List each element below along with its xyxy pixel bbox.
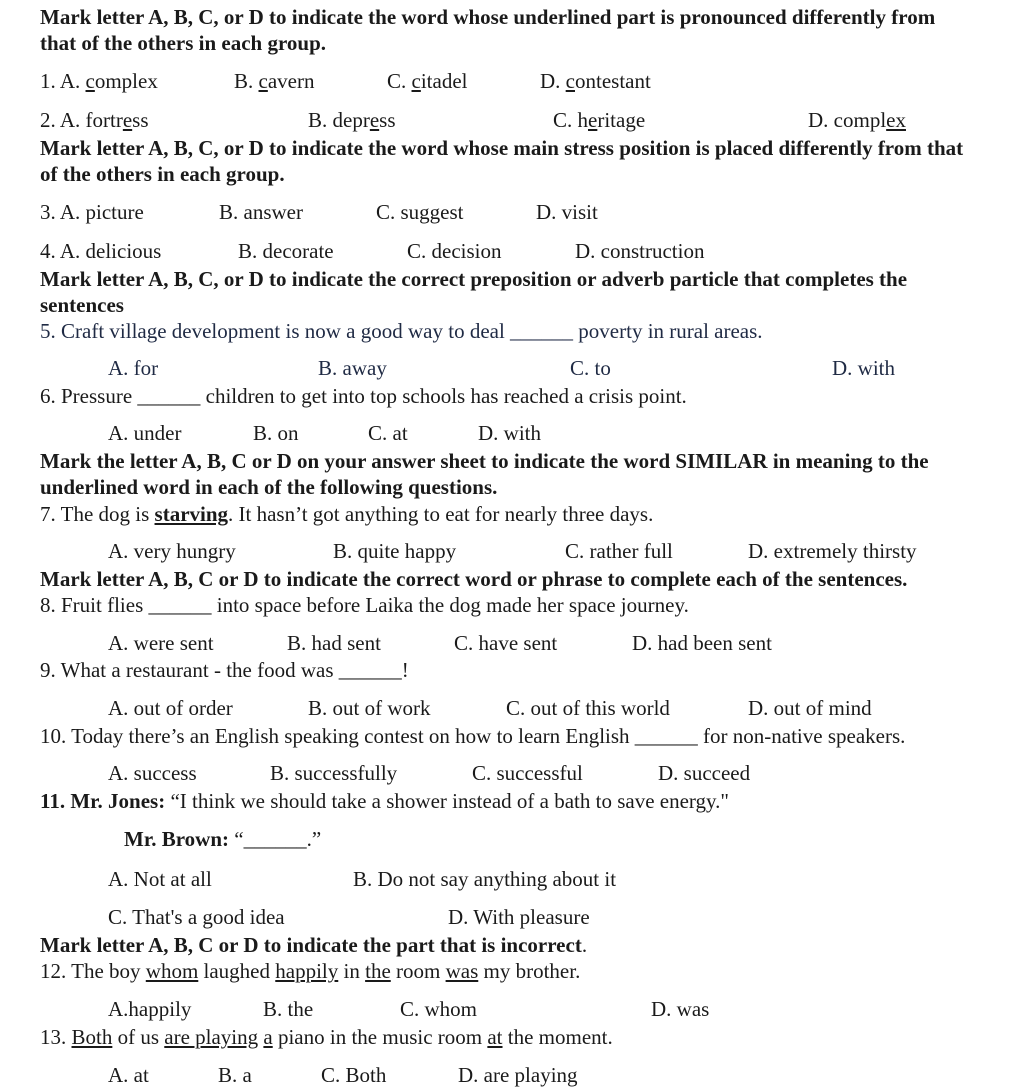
q7-option-b: B. quite happy [333,539,457,563]
q11-option-d: D. With pleasure [448,905,590,929]
q3-option-b: B. answer [219,200,303,224]
q2-option-c: C. heritage [553,108,646,132]
q1-option-c: C. citadel [387,69,468,93]
section-heading-pronunciation: Mark letter A, B, C, or D to indicate the word whose underlined part is pronounced differently from [40,5,936,29]
q7-stem: 7. The dog is starving. It hasn’t got anything to eat for nearly three days. [40,502,654,526]
q7-option-d: D. extremely thirsty [748,539,917,563]
q12-stem: 12. The boy whom laughed happily in the room was my brother. [40,959,581,983]
q12-option-d: D. was [651,997,710,1021]
q7-option-a: A. very hungry [108,539,236,563]
q9-option-c: C. out of this world [506,696,670,720]
section-heading-synonym: Mark the letter A, B, C or D on your answer sheet to indicate the word SIMILAR in meaning to the [40,449,929,473]
q5-option-d: D. with [832,356,895,380]
q4-option-d: D. construction [575,239,705,263]
q11-stem: 11. Mr. Jones: “I think we should take a shower instead of a bath to save energy." [40,789,729,813]
q10-option-c: C. successful [472,761,583,785]
q6-option-a: A. under [108,421,182,445]
q12-option-a: A.happily [108,997,192,1021]
q3-option-a: 3. A. picture [40,200,144,224]
section-heading-error: Mark letter A, B, C or D to indicate the part that is incorrect. [40,933,588,957]
q5-option-b: B. away [318,356,387,380]
q3-option-d: D. visit [536,200,598,224]
q8-option-d: D. had been sent [632,631,772,655]
q2-option-d: D. complex [808,108,906,132]
q9-option-b: B. out of work [308,696,431,720]
q4-option-b: B. decorate [238,239,334,263]
q8-option-b: B. had sent [287,631,381,655]
q1-option-d: D. contestant [540,69,651,93]
section-heading-stress-cont: of the others in each group. [40,162,285,186]
section-heading-grammar: Mark letter A, B, C or D to indicate the correct word or phrase to complete each of the sentences. [40,567,908,591]
q10-option-a: A. success [108,761,197,785]
q9-stem: 9. What a restaurant - the food was ______! [40,658,409,682]
q13-option-a: A. at [108,1063,149,1087]
q4-option-c: C. decision [407,239,502,263]
q3-option-c: C. suggest [376,200,464,224]
section-heading-preposition-cont: sentences [40,293,124,317]
q13-option-b: B. a [218,1063,252,1087]
q11-option-b: B. Do not say anything about it [353,867,617,891]
q10-stem: 10. Today there’s an English speaking contest on how to learn English ______ for non-native speakers. [40,724,906,748]
section-heading-synonym-cont: underlined word in each of the following questions. [40,475,498,499]
q11-option-c: C. That's a good idea [108,905,285,929]
q11-reply: Mr. Brown: “______.” [124,827,322,851]
q1-option-b: B. cavern [234,69,315,93]
section-heading-stress: Mark letter A, B, C, or D to indicate the word whose main stress position is placed differently from that [40,136,964,160]
q13-option-c: C. Both [321,1063,387,1087]
q2-option-b: B. depress [308,108,396,132]
q7-option-c: C. rather full [565,539,673,563]
q6-option-b: B. on [253,421,299,445]
q8-option-c: C. have sent [454,631,558,655]
q13-stem: 13. Both of us are playing a piano in the music room at the moment. [40,1025,613,1049]
q5-option-c: C. to [570,356,611,380]
q10-option-d: D. succeed [658,761,751,785]
q5-option-a: A. for [108,356,159,380]
q6-stem: 6. Pressure ______ children to get into top schools has reached a crisis point. [40,384,687,408]
q4-option-a: 4. A. delicious [40,239,162,263]
q8-stem: 8. Fruit flies ______ into space before Laika the dog made her space journey. [40,593,689,617]
q12-option-b: B. the [263,997,314,1021]
q6-option-d: D. with [478,421,541,445]
q9-option-a: A. out of order [108,696,233,720]
q6-option-c: C. at [368,421,408,445]
q13-option-d: D. are playing [458,1063,578,1087]
q5-stem: 5. Craft village development is now a good way to deal ______ poverty in rural areas. [40,319,763,343]
q10-option-b: B. successfully [270,761,398,785]
section-heading-preposition: Mark letter A, B, C, or D to indicate the correct preposition or adverb particle that completes the [40,267,908,291]
q11-option-a: A. Not at all [108,867,212,891]
q2-option-a: 2. A. fortress [40,108,149,132]
q8-option-a: A. were sent [108,631,214,655]
q9-option-d: D. out of mind [748,696,872,720]
q1-option-a: 1. A. complex [40,69,158,93]
q12-option-c: C. whom [400,997,478,1021]
section-heading-pronunciation-cont: that of the others in each group. [40,31,327,55]
